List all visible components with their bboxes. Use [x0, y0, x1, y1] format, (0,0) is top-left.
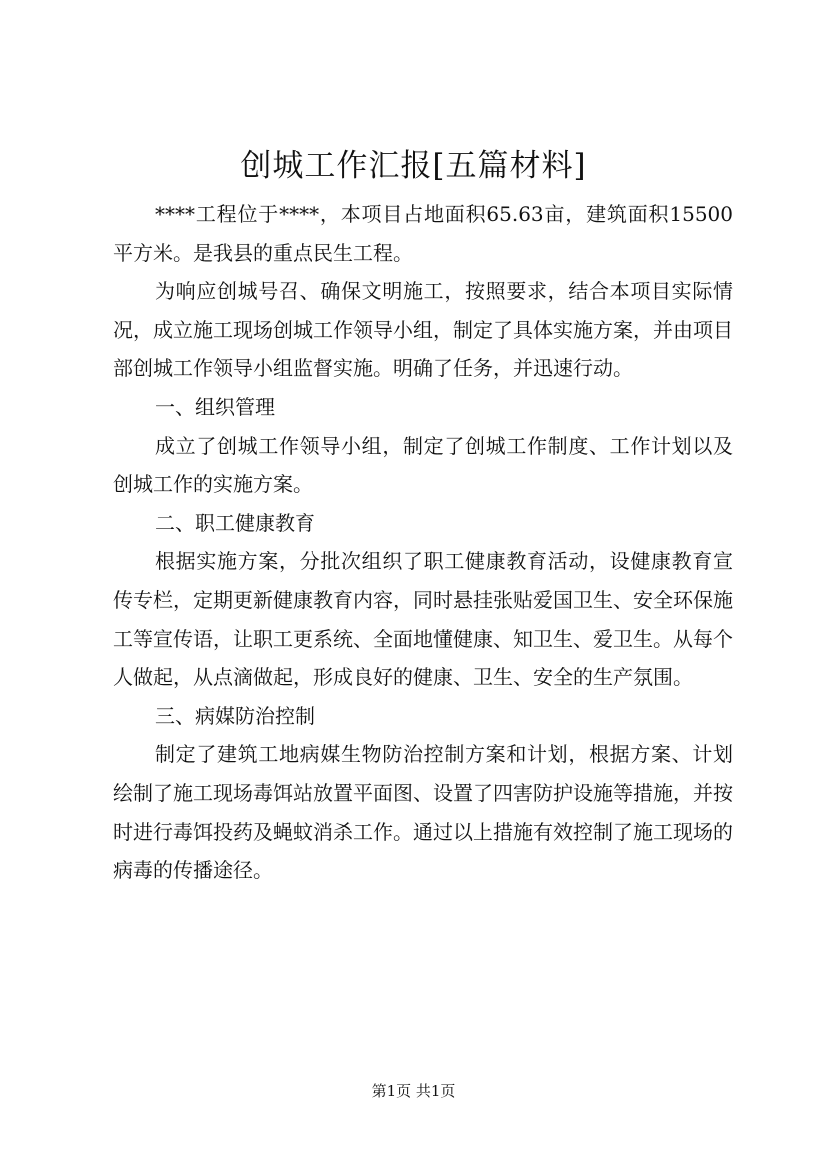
- paragraph-organization: 成立了创城工作领导小组，制定了创城工作制度、工作计划以及创城工作的实施方案。: [113, 433, 733, 497]
- section-heading-organization: 一、组织管理: [155, 394, 275, 419]
- paragraph-health-education: 根据实施方案，分批次组织了职工健康教育活动，设健康教育宣传专栏，定期更新健康教育内容，同时悬挂张贴爱国卫生、安全环保施工等宣传语，让职工更系统、全面地懂健康、知卫生、爱卫生。从每个人做起，从点滴做起，形成良好的健康、卫生、安全的生产氛围。: [113, 549, 733, 690]
- page-footer: 第1页 共1页: [371, 1082, 456, 1100]
- paragraph-intro: ****工程位于****，本项目占地面积65.63亩，建筑面积15500平方米。是我县的重点民生工程。: [113, 202, 733, 265]
- section-heading-health-education: 二、职工健康教育: [155, 510, 315, 535]
- paragraph-response: 为响应创城号召、确保文明施工，按照要求，结合本项目实际情况，成立施工现场创城工作领导小组，制定了具体实施方案，并由项目部创城工作领导小组监督实施。明确了任务，并迅速行动。: [113, 279, 733, 381]
- document-title: 创城工作汇报[五篇材料]: [240, 148, 587, 184]
- paragraph-vector-control: 制定了建筑工地病媒生物防治控制方案和计划，根据方案、计划绘制了施工现场毒饵站放置平面图、设置了四害防护设施等措施，并按时进行毒饵投药及蝇蚊消杀工作。通过以上措施有效控制了施工现场的病毒的传播途径。: [113, 742, 733, 883]
- document-body: [113, 195, 733, 890]
- section-heading-vector-control: 三、病媒防治控制: [155, 703, 315, 728]
